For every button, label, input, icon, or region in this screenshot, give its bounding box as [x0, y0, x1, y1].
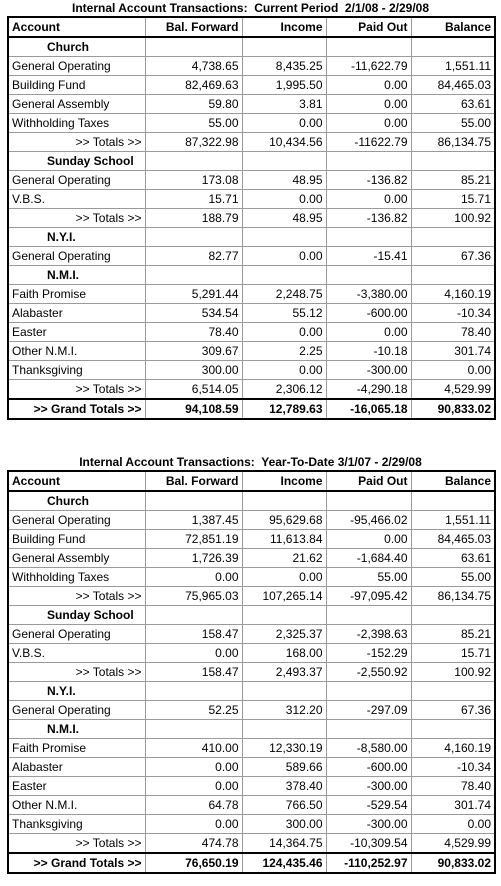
paid-out-cell: -110,252.97 — [326, 853, 411, 873]
section-header-row — [8, 682, 495, 701]
paid-out-cell: -15.41 — [326, 247, 411, 266]
empty-cell — [326, 266, 411, 285]
column-header-paid-out: Paid Out — [326, 17, 411, 37]
empty-cell — [411, 606, 495, 625]
paid-out-cell: -600.00 — [326, 304, 411, 323]
income-cell: 300.00 — [242, 815, 326, 834]
column-header-income: Income — [242, 17, 326, 37]
account-name: General Assembly — [8, 549, 145, 568]
bal-forward-cell: 0.00 — [145, 758, 242, 777]
totals-label: >> Totals >> — [8, 133, 145, 152]
account-name: Easter — [8, 777, 145, 796]
balance-cell: 67.36 — [411, 247, 495, 266]
empty-cell — [326, 682, 411, 701]
paid-out-cell: -97,095.42 — [326, 587, 411, 606]
bal-forward-cell: 94,108.59 — [145, 399, 242, 419]
balance-cell: 4,529.99 — [411, 380, 495, 400]
income-cell: 378.40 — [242, 777, 326, 796]
bal-forward-cell: 72,851.19 — [145, 530, 242, 549]
empty-cell — [242, 266, 326, 285]
balance-cell: 90,833.02 — [411, 853, 495, 873]
balance-cell: 85.21 — [411, 171, 495, 190]
bal-forward-cell: 0.00 — [145, 815, 242, 834]
income-cell: 48.95 — [242, 171, 326, 190]
income-cell: 48.95 — [242, 209, 326, 228]
income-cell: 8,435.25 — [242, 57, 326, 76]
bal-forward-cell: 0.00 — [145, 568, 242, 587]
paid-out-cell: -95,466.02 — [326, 511, 411, 530]
bal-forward-cell: 173.08 — [145, 171, 242, 190]
section-title: Church — [8, 491, 145, 511]
table-row — [8, 247, 495, 266]
bal-forward-cell: 5,291.44 — [145, 285, 242, 304]
totals-row — [8, 133, 495, 152]
table-header-row — [8, 17, 495, 37]
income-cell: 55.12 — [242, 304, 326, 323]
bal-forward-cell: 1,387.45 — [145, 511, 242, 530]
table-row — [8, 758, 495, 777]
table-row — [8, 777, 495, 796]
income-cell: 312.20 — [242, 701, 326, 720]
paid-out-cell: -16,065.18 — [326, 399, 411, 419]
bal-forward-cell: 15.71 — [145, 190, 242, 209]
balance-cell: 15.71 — [411, 190, 495, 209]
bal-forward-cell: 0.00 — [145, 777, 242, 796]
section-title: N.Y.I. — [8, 228, 145, 247]
section-title: N.M.I. — [8, 720, 145, 739]
bal-forward-cell: 158.47 — [145, 625, 242, 644]
section-header-row — [8, 37, 495, 57]
totals-label: >> Totals >> — [8, 663, 145, 682]
paid-out-cell: -1,684.40 — [326, 549, 411, 568]
bal-forward-cell: 59.80 — [145, 95, 242, 114]
account-name: Thanksgiving — [8, 815, 145, 834]
empty-cell — [242, 152, 326, 171]
income-cell: 0.00 — [242, 323, 326, 342]
current-period-report — [7, 0, 494, 420]
totals-label: >> Totals >> — [8, 834, 145, 854]
table-row — [8, 796, 495, 815]
paid-out-cell: 0.00 — [326, 95, 411, 114]
section-header-row — [8, 491, 495, 511]
bal-forward-cell: 64.78 — [145, 796, 242, 815]
paid-out-cell: -3,380.00 — [326, 285, 411, 304]
section-title: N.M.I. — [8, 266, 145, 285]
account-name: General Operating — [8, 171, 145, 190]
balance-cell: 301.74 — [411, 342, 495, 361]
table-row — [8, 114, 495, 133]
account-name: General Operating — [8, 247, 145, 266]
grand-totals-row — [8, 399, 495, 419]
account-name: Other N.M.I. — [8, 342, 145, 361]
account-name: Easter — [8, 323, 145, 342]
income-cell: 11,613.84 — [242, 530, 326, 549]
table-row — [8, 625, 495, 644]
empty-cell — [145, 37, 242, 57]
balance-cell: -10.34 — [411, 758, 495, 777]
empty-cell — [242, 606, 326, 625]
bal-forward-cell: 309.67 — [145, 342, 242, 361]
paid-out-cell: -4,290.18 — [326, 380, 411, 400]
balance-cell: 301.74 — [411, 796, 495, 815]
bal-forward-cell: 474.78 — [145, 834, 242, 854]
bal-forward-cell: 300.00 — [145, 361, 242, 380]
paid-out-cell: -10.18 — [326, 342, 411, 361]
paid-out-cell: -2,550.92 — [326, 663, 411, 682]
income-cell: 589.66 — [242, 758, 326, 777]
paid-out-cell: -600.00 — [326, 758, 411, 777]
bal-forward-cell: 1,726.39 — [145, 549, 242, 568]
paid-out-cell: 0.00 — [326, 190, 411, 209]
balance-cell: 78.40 — [411, 777, 495, 796]
empty-cell — [242, 491, 326, 511]
column-header-account: Account — [8, 17, 145, 37]
empty-cell — [145, 228, 242, 247]
paid-out-cell: -136.82 — [326, 171, 411, 190]
bal-forward-cell: 82.77 — [145, 247, 242, 266]
table-row — [8, 190, 495, 209]
column-header-bal-forward: Bal. Forward — [145, 471, 242, 491]
year-to-date-table — [7, 470, 496, 874]
table-row — [8, 323, 495, 342]
empty-cell — [242, 682, 326, 701]
report-title: Internal Account Transactions: Current Period 2/1/08 - 2/29/08 — [72, 1, 429, 15]
paid-out-cell: 0.00 — [326, 114, 411, 133]
paid-out-cell: -297.09 — [326, 701, 411, 720]
empty-cell — [326, 152, 411, 171]
year-to-date-report — [7, 454, 494, 874]
balance-cell: 0.00 — [411, 361, 495, 380]
grand-totals-row — [8, 853, 495, 873]
balance-cell: 63.61 — [411, 549, 495, 568]
column-header-balance: Balance — [411, 471, 495, 491]
empty-cell — [411, 491, 495, 511]
balance-cell: 100.92 — [411, 209, 495, 228]
bal-forward-cell: 76,650.19 — [145, 853, 242, 873]
empty-cell — [145, 682, 242, 701]
paid-out-cell: -11,622.79 — [326, 57, 411, 76]
bal-forward-cell: 410.00 — [145, 739, 242, 758]
totals-row — [8, 587, 495, 606]
column-header-paid-out: Paid Out — [326, 471, 411, 491]
income-cell: 2.25 — [242, 342, 326, 361]
balance-cell: 86,134.75 — [411, 587, 495, 606]
income-cell: 12,330.19 — [242, 739, 326, 758]
empty-cell — [411, 682, 495, 701]
account-name: Alabaster — [8, 304, 145, 323]
totals-label: >> Grand Totals >> — [8, 399, 145, 419]
balance-cell: 63.61 — [411, 95, 495, 114]
empty-cell — [145, 606, 242, 625]
empty-cell — [145, 720, 242, 739]
account-name: Alabaster — [8, 758, 145, 777]
income-cell: 168.00 — [242, 644, 326, 663]
paid-out-cell: -10,309.54 — [326, 834, 411, 854]
balance-cell: 55.00 — [411, 568, 495, 587]
balance-cell: 85.21 — [411, 625, 495, 644]
income-cell: 2,493.37 — [242, 663, 326, 682]
income-cell: 766.50 — [242, 796, 326, 815]
current-period-table — [7, 16, 496, 420]
paid-out-cell: -2,398.63 — [326, 625, 411, 644]
column-header-balance: Balance — [411, 17, 495, 37]
column-header-account: Account — [8, 471, 145, 491]
balance-cell: -10.34 — [411, 304, 495, 323]
balance-cell: 4,529.99 — [411, 834, 495, 854]
totals-label: >> Totals >> — [8, 380, 145, 400]
income-cell: 107,265.14 — [242, 587, 326, 606]
paid-out-cell: 0.00 — [326, 530, 411, 549]
account-name: Faith Promise — [8, 285, 145, 304]
empty-cell — [242, 720, 326, 739]
income-cell: 1,995.50 — [242, 76, 326, 95]
column-header-bal-forward: Bal. Forward — [145, 17, 242, 37]
table-row — [8, 739, 495, 758]
paid-out-cell: -300.00 — [326, 777, 411, 796]
account-name: V.B.S. — [8, 190, 145, 209]
balance-cell: 4,160.19 — [411, 739, 495, 758]
account-name: General Operating — [8, 57, 145, 76]
income-cell: 2,248.75 — [242, 285, 326, 304]
section-title: Church — [8, 37, 145, 57]
bal-forward-cell: 87,322.98 — [145, 133, 242, 152]
table-row — [8, 57, 495, 76]
income-cell: 3.81 — [242, 95, 326, 114]
section-header-row — [8, 720, 495, 739]
table-row — [8, 342, 495, 361]
account-name: Other N.M.I. — [8, 796, 145, 815]
section-header-row — [8, 228, 495, 247]
totals-label: >> Grand Totals >> — [8, 853, 145, 873]
table-row — [8, 76, 495, 95]
paid-out-cell: -152.29 — [326, 644, 411, 663]
bal-forward-cell: 158.47 — [145, 663, 242, 682]
balance-cell: 78.40 — [411, 323, 495, 342]
table-row — [8, 568, 495, 587]
balance-cell: 55.00 — [411, 114, 495, 133]
balance-cell: 84,465.03 — [411, 76, 495, 95]
bal-forward-cell: 78.40 — [145, 323, 242, 342]
income-cell: 12,789.63 — [242, 399, 326, 419]
income-cell: 0.00 — [242, 190, 326, 209]
paid-out-cell: -11622.79 — [326, 133, 411, 152]
balance-cell: 4,160.19 — [411, 285, 495, 304]
empty-cell — [411, 228, 495, 247]
section-header-row — [8, 266, 495, 285]
table-header-row — [8, 471, 495, 491]
empty-cell — [145, 491, 242, 511]
account-name: Thanksgiving — [8, 361, 145, 380]
empty-cell — [411, 37, 495, 57]
table-row — [8, 171, 495, 190]
account-name: General Operating — [8, 511, 145, 530]
account-name: Withholding Taxes — [8, 568, 145, 587]
table-row — [8, 95, 495, 114]
paid-out-cell: 55.00 — [326, 568, 411, 587]
totals-row — [8, 834, 495, 854]
balance-cell: 0.00 — [411, 815, 495, 834]
paid-out-cell: 0.00 — [326, 323, 411, 342]
empty-cell — [326, 606, 411, 625]
account-name: V.B.S. — [8, 644, 145, 663]
table-row — [8, 285, 495, 304]
income-cell: 95,629.68 — [242, 511, 326, 530]
column-header-income: Income — [242, 471, 326, 491]
empty-cell — [145, 266, 242, 285]
paid-out-cell: -300.00 — [326, 815, 411, 834]
account-name: Faith Promise — [8, 739, 145, 758]
bal-forward-cell: 82,469.63 — [145, 76, 242, 95]
table-row — [8, 304, 495, 323]
bal-forward-cell: 55.00 — [145, 114, 242, 133]
income-cell: 21.62 — [242, 549, 326, 568]
section-header-row — [8, 606, 495, 625]
empty-cell — [326, 228, 411, 247]
empty-cell — [411, 720, 495, 739]
empty-cell — [326, 37, 411, 57]
income-cell: 0.00 — [242, 247, 326, 266]
bal-forward-cell: 0.00 — [145, 644, 242, 663]
balance-cell: 15.71 — [411, 644, 495, 663]
account-name: General Operating — [8, 701, 145, 720]
empty-cell — [145, 152, 242, 171]
income-cell: 2,306.12 — [242, 380, 326, 400]
account-name: Withholding Taxes — [8, 114, 145, 133]
paid-out-cell: -8,580.00 — [326, 739, 411, 758]
empty-cell — [242, 228, 326, 247]
table-row — [8, 644, 495, 663]
paid-out-cell: -300.00 — [326, 361, 411, 380]
table-row — [8, 530, 495, 549]
paid-out-cell: -136.82 — [326, 209, 411, 228]
table-row — [8, 701, 495, 720]
section-header-row — [8, 152, 495, 171]
paid-out-cell: 0.00 — [326, 76, 411, 95]
balance-cell: 100.92 — [411, 663, 495, 682]
section-title: Sunday School — [8, 152, 145, 171]
account-name: Building Fund — [8, 76, 145, 95]
income-cell: 14,364.75 — [242, 834, 326, 854]
paid-out-cell: -529.54 — [326, 796, 411, 815]
income-cell: 10,434.56 — [242, 133, 326, 152]
account-name: Building Fund — [8, 530, 145, 549]
report-title: Internal Account Transactions: Year-To-Date 3/1/07 - 2/29/08 — [79, 455, 422, 469]
balance-cell: 84,465.03 — [411, 530, 495, 549]
empty-cell — [242, 37, 326, 57]
bal-forward-cell: 6,514.05 — [145, 380, 242, 400]
totals-label: >> Totals >> — [8, 209, 145, 228]
balance-cell: 86,134.75 — [411, 133, 495, 152]
totals-row — [8, 209, 495, 228]
section-title: N.Y.I. — [8, 682, 145, 701]
balance-cell: 1,551.11 — [411, 511, 495, 530]
balance-cell: 90,833.02 — [411, 399, 495, 419]
table-row — [8, 361, 495, 380]
bal-forward-cell: 534.54 — [145, 304, 242, 323]
account-name: General Assembly — [8, 95, 145, 114]
income-cell: 0.00 — [242, 114, 326, 133]
income-cell: 0.00 — [242, 568, 326, 587]
bal-forward-cell: 4,738.65 — [145, 57, 242, 76]
empty-cell — [411, 152, 495, 171]
section-title: Sunday School — [8, 606, 145, 625]
income-cell: 124,435.46 — [242, 853, 326, 873]
bal-forward-cell: 75,965.03 — [145, 587, 242, 606]
table-row — [8, 511, 495, 530]
empty-cell — [411, 266, 495, 285]
balance-cell: 1,551.11 — [411, 57, 495, 76]
bal-forward-cell: 52.25 — [145, 701, 242, 720]
empty-cell — [326, 720, 411, 739]
totals-row — [8, 380, 495, 400]
empty-cell — [326, 491, 411, 511]
bal-forward-cell: 188.79 — [145, 209, 242, 228]
balance-cell: 67.36 — [411, 701, 495, 720]
table-row — [8, 815, 495, 834]
table-row — [8, 549, 495, 568]
totals-label: >> Totals >> — [8, 587, 145, 606]
account-name: General Operating — [8, 625, 145, 644]
income-cell: 2,325.37 — [242, 625, 326, 644]
income-cell: 0.00 — [242, 361, 326, 380]
totals-row — [8, 663, 495, 682]
